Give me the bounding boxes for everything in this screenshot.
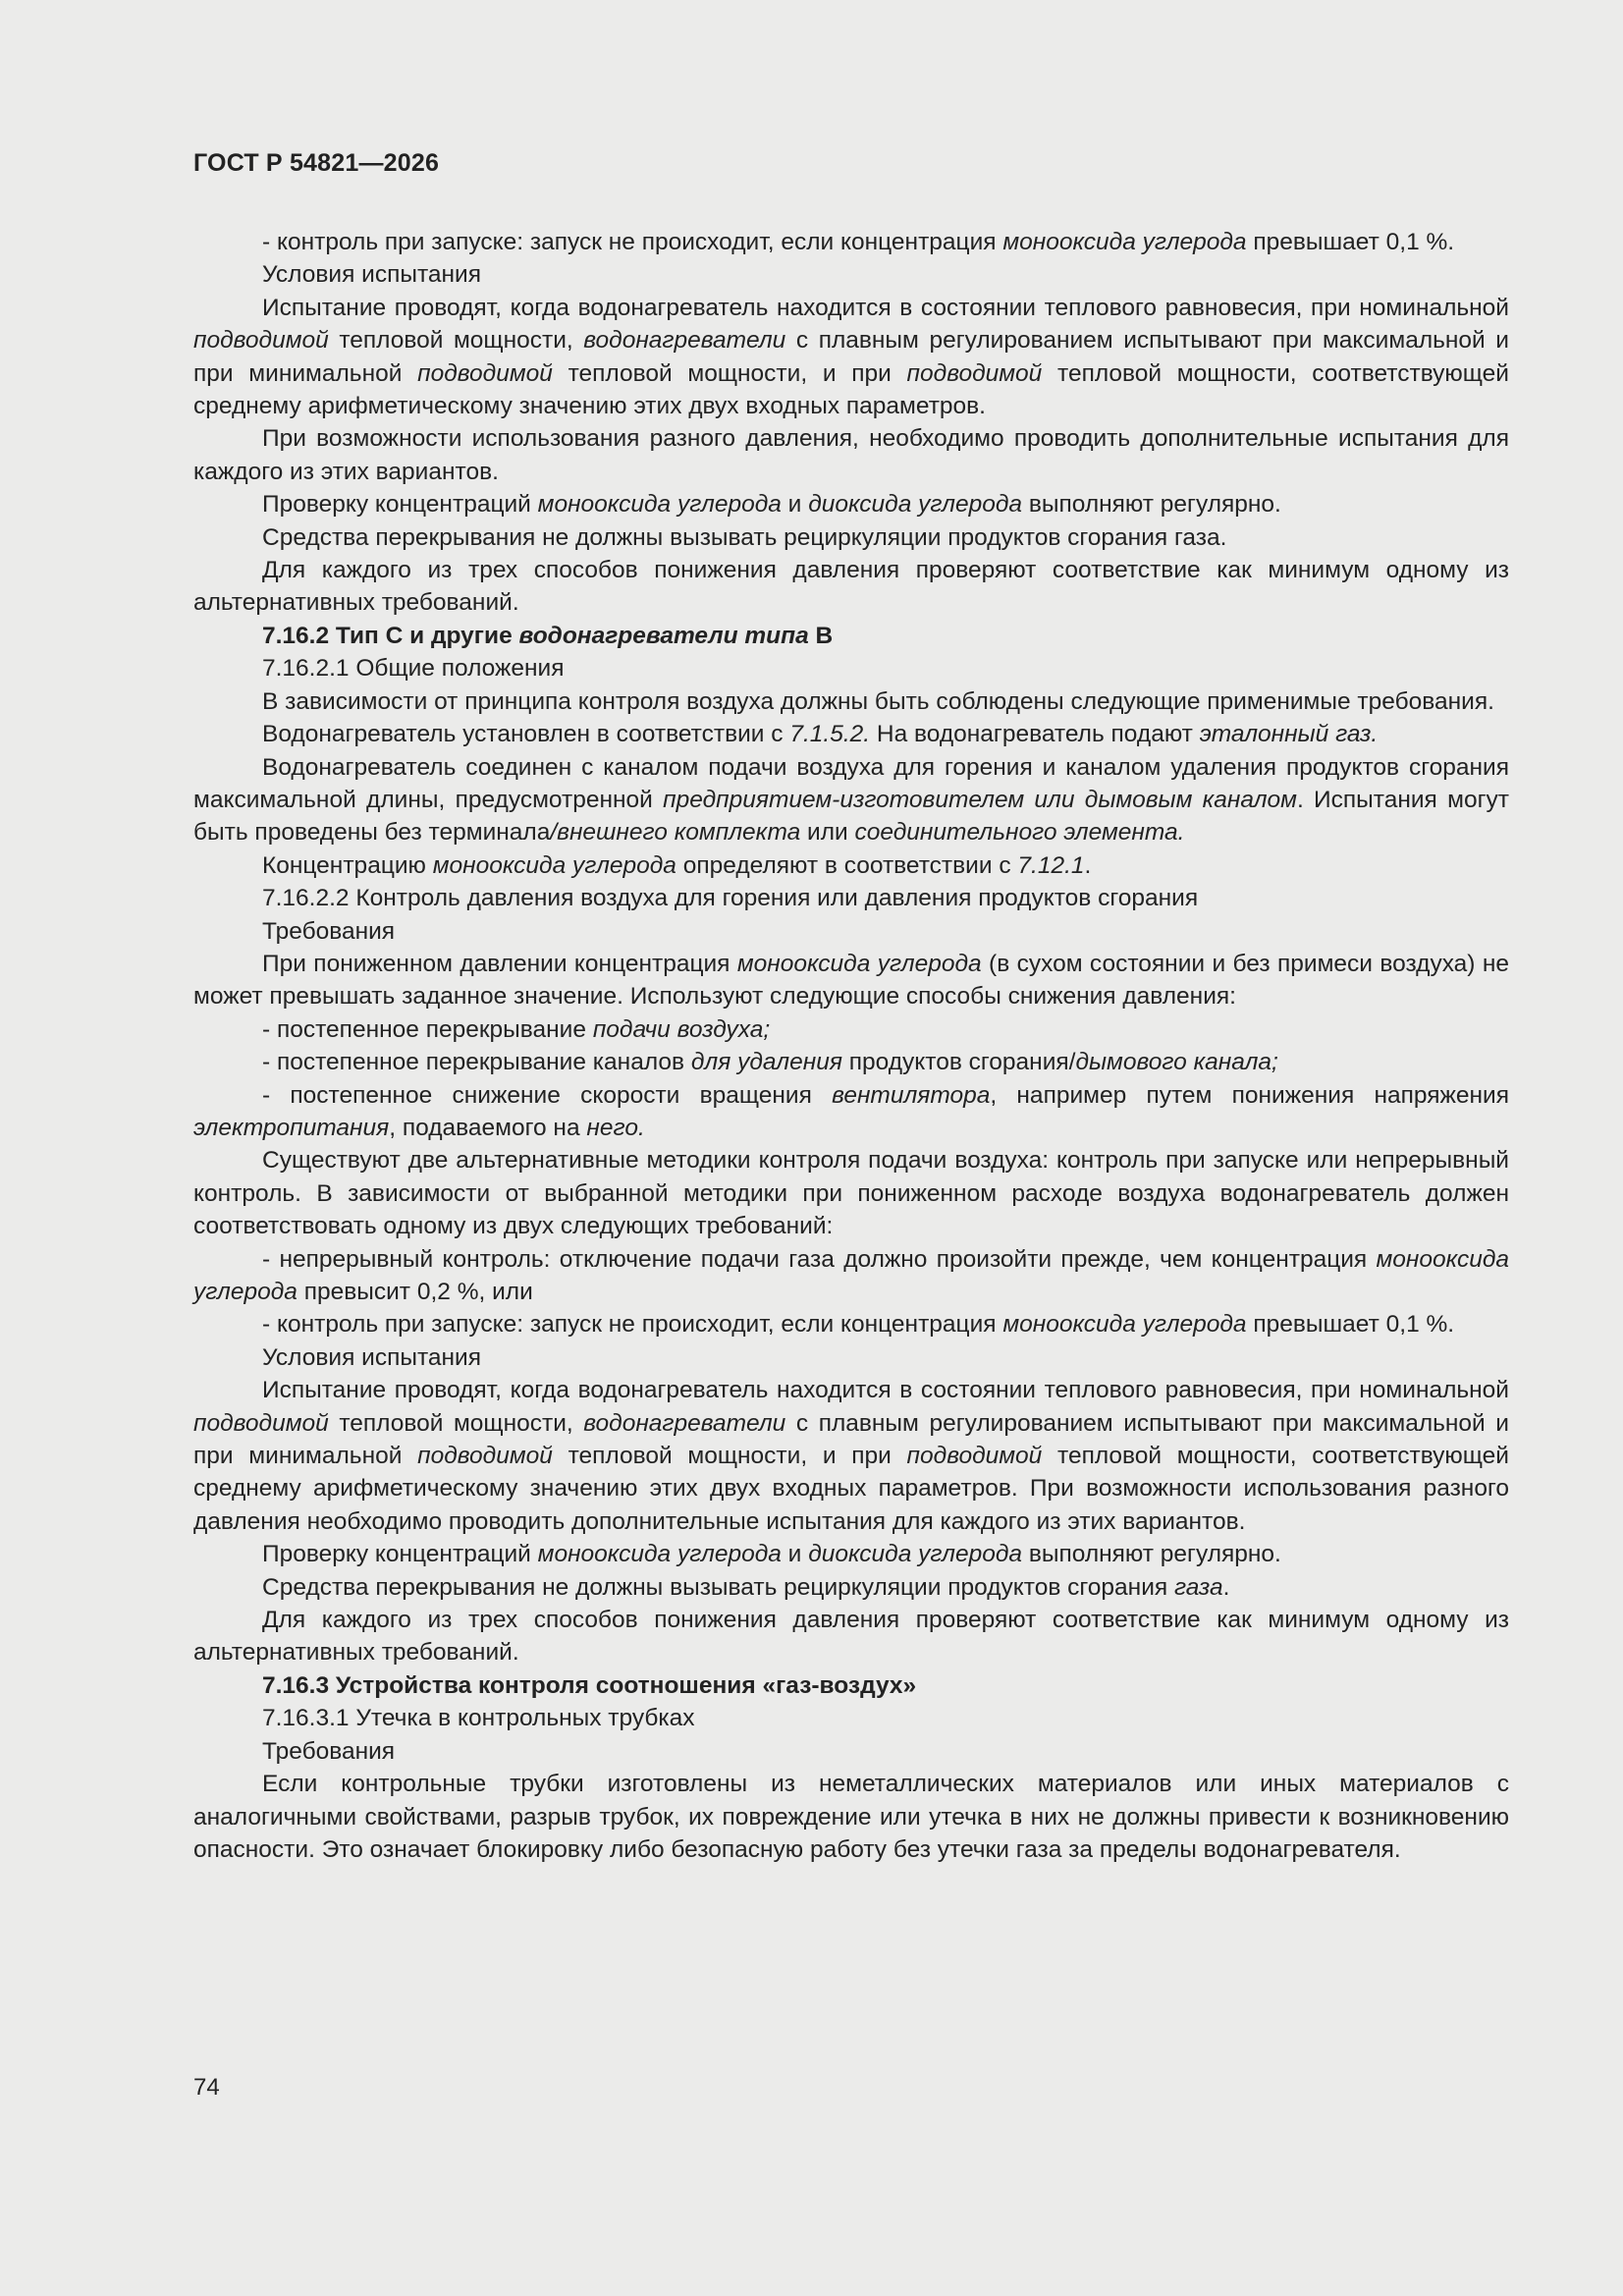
text-run: - контроль при запуске: запуск не происходит, если концентрация [262,1311,1003,1339]
text-run: превышает 0,1 %. [1246,1311,1455,1339]
italic-term: монооксида углерода [1002,1311,1247,1339]
text-run: . Испытания могут быть проведены без терминала [193,786,1509,847]
italic-term: водонагреватели типа [518,622,809,649]
italic-term: /внешнего комплекта [550,819,801,847]
paragraph [193,1538,1509,1570]
text-run: 7.16.2 Тип С и другие [262,622,519,649]
text-run: Условия испытания [262,261,482,289]
italic-term: вентилятора [832,1081,991,1109]
paragraph [193,554,1509,620]
text-run: Требования [262,917,396,945]
paragraph [193,1374,1509,1538]
text-run: тепловой мощности, и при [552,1443,907,1470]
italic-term: 7.1.5.2. [789,721,871,748]
italic-term: водонагреватели [583,1409,786,1437]
text-run: Требования [262,1737,396,1765]
italic-term: монооксида углерода [537,491,782,519]
italic-term: подачи воздуха; [592,1015,771,1043]
paragraph [193,1243,1509,1309]
text-run: с плавным регулированием испытывают при максимальной и при минимальной [193,327,1509,387]
paragraph [193,521,1509,554]
text-run: продуктов сгорания/ [841,1049,1076,1076]
italic-term: для удаления [690,1049,842,1076]
text-run: с плавным регулированием испытывают при максимальной и при минимальной [193,1409,1509,1470]
text-run: и [781,491,809,519]
text-run: тепловой мощности, [328,327,584,355]
italic-term: монооксида углерода [736,950,982,977]
italic-term: него. [586,1114,645,1141]
italic-term: эталонный газ. [1199,721,1379,748]
text-run: Если контрольные трубки изготовлены из неметаллических материалов или иных материалов с аналогичными свойствами, разрыв трубок, их повреждение или утечка в них не должны привести к возникновению опасности. Это означает блокировку либо безопасную работу без утечки газа за пределы водонагревателя. [193,1771,1509,1863]
text-run: определяют в соответствии с [676,851,1018,879]
text-run: Средства перекрывания не должны вызывать рециркуляции продуктов сгорания газа. [262,523,1227,551]
text-run: выполняют регулярно. [1022,1541,1281,1568]
paragraph [193,258,1509,291]
text-run: (в сухом состоянии и без примеси воздуха) не может превышать заданное значение. Используют следующие способы снижения давления: [193,950,1509,1011]
text-run: В [808,622,834,649]
text-run: - непрерывный контроль: отключение подачи газа должно произойти прежде, чем концентрация [262,1245,1377,1273]
italic-term: диоксида углерода [808,1541,1023,1568]
italic-term: монооксида углерода [432,851,676,879]
text-run: - контроль при запуске: запуск не происходит, если концентрация [262,229,1003,255]
paragraph [193,849,1509,882]
text-run: или [800,819,855,847]
text-run: тепловой мощности, и при [552,359,907,387]
paragraph [193,1341,1509,1374]
italic-term: водонагреватели [583,327,786,355]
text-run: Средства перекрывания не должны вызывать рециркуляции продуктов сгорания [262,1573,1174,1601]
paragraph [193,1571,1509,1604]
text-run: 7.16.2.2 Контроль давления воздуха для горения или давления продуктов сгорания [262,885,1199,912]
paragraph [193,422,1509,488]
text-run: . [1084,851,1092,879]
text-run: При возможности использования разного давления, необходимо проводить дополнительные испытания для каждого из этих вариантов. [193,425,1509,485]
paragraph [193,882,1509,914]
italic-term: подводимой [906,1443,1043,1470]
text-run: - постепенное перекрывание [262,1015,593,1043]
text-run: - постепенное снижение скорости вращения [262,1081,833,1109]
text-run: В зависимости от принципа контроля воздуха должны быть соблюдены следующие применимые требования. [262,687,1494,715]
paragraph [193,1604,1509,1669]
text-run: Испытание проводят, когда водонагреватель находится в состоянии теплового равновесия, при номинальной [262,1377,1509,1404]
text-run: Проверку концентраций [262,491,538,519]
section-heading [193,620,1509,652]
paragraph [193,1079,1509,1145]
paragraph [193,1144,1509,1242]
italic-term: подводимой [417,359,553,387]
italic-term: электропитания [193,1114,390,1141]
text-run: и [781,1541,809,1568]
paragraph [193,948,1509,1013]
italic-term: диоксида углерода [808,491,1023,519]
document-body [193,226,1509,1866]
paragraph [193,488,1509,520]
text-run: 7.16.3 Устройства контроля соотношения «газ-воздух» [262,1671,917,1699]
text-run: Для каждого из трех способов понижения давления проверяют соответствие как минимум одному из альтернативных требований. [193,557,1509,617]
page-number: 74 [193,2074,220,2101]
text-run: . [1222,1573,1230,1601]
text-run: выполняют регулярно. [1022,491,1281,519]
paragraph [193,685,1509,718]
paragraph [193,1735,1509,1768]
italic-term: 7.12.1 [1017,851,1085,879]
italic-term: подводимой [193,327,329,355]
italic-term: монооксида углерода [193,1245,1509,1305]
section-heading [193,1669,1509,1702]
text-run: тепловой мощности, соответствующей среднему арифметическому значению этих двух входных параметров. [193,359,1509,420]
italic-term: газа [1173,1573,1223,1601]
text-run: 7.16.3.1 Утечка в контрольных трубках [262,1705,695,1732]
paragraph [193,1768,1509,1866]
text-run: превысит 0,2 %, или [297,1279,533,1305]
paragraph [193,292,1509,423]
paragraph [193,226,1509,258]
paragraph [193,751,1509,849]
text-run: тепловой мощности, [328,1409,584,1437]
italic-term: монооксида углерода [537,1541,782,1568]
text-run: Проверку концентраций [262,1541,538,1568]
italic-term: предприятием-изготовителем или дымовым каналом [663,786,1297,813]
text-run: Водонагреватель соединен с каналом подачи воздуха для горения и каналом удаления продуктов сгорания максимальной длины, предусмотренной [193,753,1509,813]
text-run: - постепенное перекрывание каналов [262,1049,691,1076]
text-run: Для каждого из трех способов понижения давления проверяют соответствие как минимум одному из альтернативных требований. [193,1607,1509,1667]
text-run: Концентрацию [262,851,433,879]
text-run: 7.16.2.1 Общие положения [262,655,565,683]
italic-term: соединительного элемента. [854,819,1185,847]
text-run: превышает 0,1 %. [1246,229,1455,255]
document-header: ГОСТ Р 54821—2026 [193,149,440,177]
text-run: Существуют две альтернативные методики контроля подачи воздуха: контроль при запуске или непрерывный контроль. В зависимости от выбранной методики при пониженном расходе воздуха водонагреватель должен соответствовать одному из двух следующих требований: [193,1147,1509,1240]
paragraph [193,915,1509,948]
text-run: , например путем понижения напряжения [990,1081,1509,1109]
italic-term: дымового канала; [1075,1049,1278,1076]
italic-term: подводимой [193,1409,329,1437]
paragraph [193,1046,1509,1078]
text-run: Испытание проводят, когда водонагреватель находится в состоянии теплового равновесия, при номинальной [262,294,1509,321]
text-run: На водонагреватель подают [870,721,1200,748]
text-run: , подаваемого на [389,1114,587,1141]
italic-term: подводимой [417,1443,553,1470]
italic-term: подводимой [906,359,1043,387]
text-run: Водонагреватель установлен в соответствии с [262,721,790,748]
paragraph [193,1308,1509,1340]
italic-term: монооксида углерода [1002,229,1247,255]
paragraph [193,1702,1509,1734]
text-run: тепловой мощности, соответствующей среднему арифметическому значению этих двух входных параметров. При возможности использования разного давления необходимо проводить дополнительные испытания для каждого из этих вариантов. [193,1443,1509,1535]
paragraph [193,652,1509,684]
paragraph [193,1013,1509,1046]
text-run: При пониженном давлении концентрация [262,950,737,977]
text-run: Условия испытания [262,1343,482,1371]
paragraph [193,718,1509,750]
